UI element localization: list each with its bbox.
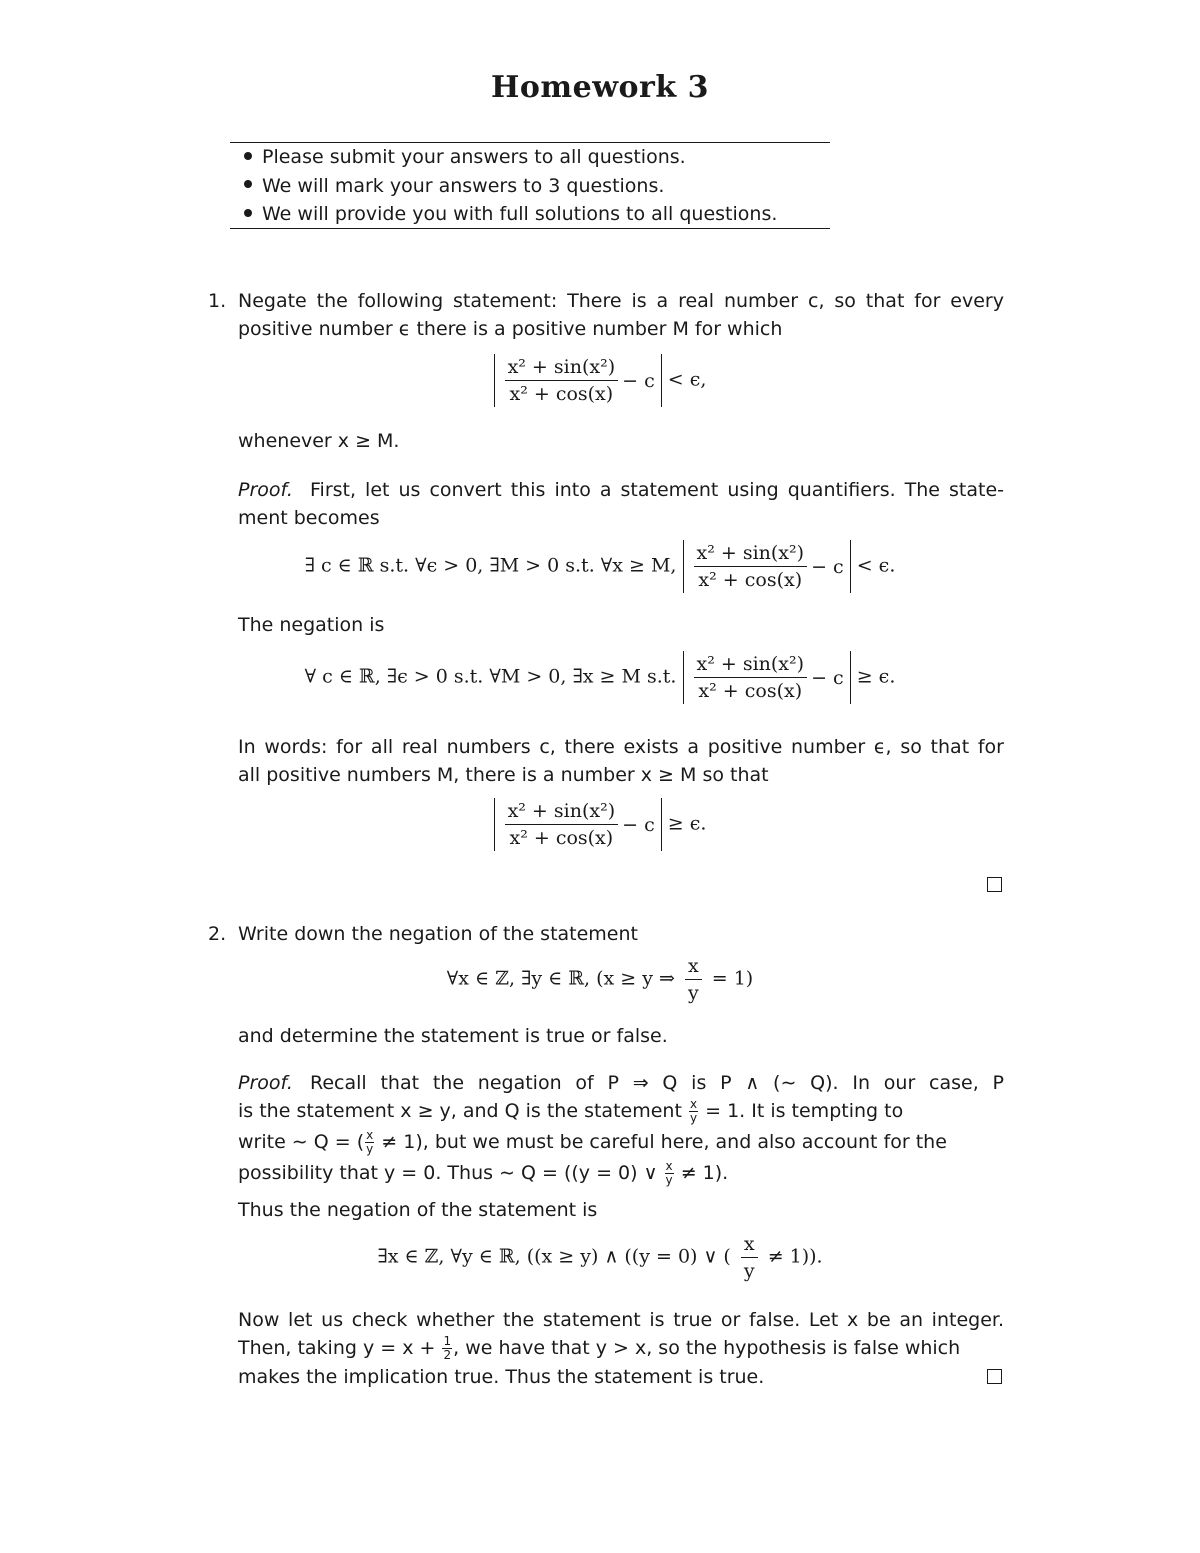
instruction-item: We will mark your answers to 3 questions.	[244, 172, 777, 201]
qed-icon	[987, 1369, 1002, 1384]
question-number: 1.	[208, 290, 227, 312]
instruction-item: We will provide you with full solutions to all questions.	[244, 200, 777, 229]
display-equation: ∀ c ∈ ℝ, ∃ϵ > 0 s.t. ∀M > 0, ∃x ≥ M s.t. $\frac{\text{x² + sin(x²)}}{\text{x² + cos(x)}}$ − c ≥ ϵ.	[304, 653, 896, 702]
display-equation: ∃ c ∈ ℝ s.t. ∀ϵ > 0, ∃M > 0 s.t. ∀x ≥ M, $\frac{\text{x² + sin(x²)}}{\text{x² + cos(x)}}$ − c < ϵ.	[304, 542, 896, 591]
proof-text: First, let us convert this into a statement using quantifiers. The state-	[310, 479, 1004, 501]
question-text: whenever x ≥ M.	[238, 430, 400, 452]
question-text: Write down the negation of the statement	[238, 923, 638, 945]
page-title: Homework 3	[491, 70, 709, 105]
question-text: Negate the following statement: There is a real number c, so that for every	[238, 290, 1004, 312]
bottom-rule	[230, 228, 830, 229]
proof-paragraph	[238, 1069, 293, 1097]
proof-paragraph	[238, 476, 293, 504]
question-number: 2.	[208, 923, 227, 945]
proof-label: Proof.	[238, 479, 293, 501]
proof-text: In words: for all real numbers c, there exists a positive number ϵ, so that for	[238, 736, 1004, 758]
proof-text: Thus the negation of the statement is	[238, 1199, 598, 1221]
proof-text: ment becomes	[238, 507, 380, 529]
display-equation: $\frac{\text{x² + sin(x²)}}{\text{x² + cos(x)}}$ − c ≥ ϵ.	[0, 798, 1200, 851]
proof-text: Then, taking y = x + $\frac{1}{2}$ , we have that y > x, so the hypothesis is false which	[238, 1334, 961, 1362]
question-text: positive number ϵ there is a positive number M for which	[238, 318, 783, 340]
display-equation: $\frac{\text{x² + sin(x²)}}{\text{x² + cos(x)}}$ − c < ϵ,	[0, 354, 1200, 407]
proof-text: Recall that the negation of P ⇒ Q is P ∧ (∼ Q). In our case, P	[310, 1072, 1004, 1094]
proof-text: Now let us check whether the statement is true or false. Let x be an integer.	[238, 1309, 1004, 1331]
display-equation: ∃x ∈ ℤ, ∀y ∈ ℝ, ((x ≥ y) ∧ ((y = 0) ∨ ( $\frac{x}{y}$ ≠ 1)).	[377, 1233, 823, 1282]
instructions-list	[244, 143, 777, 229]
proof-text: possibility that y = 0. Thus ∼ Q = ((y = 0) ∨ $\frac{x}{y}$ ≠ 1).	[238, 1159, 729, 1187]
absolute-value: $\frac{\text{x² + sin(x²)}}{\text{x² + cos(x)}}$ − c	[494, 354, 662, 407]
bullet-icon	[244, 152, 252, 160]
proof-text: is the statement x ≥ y, and Q is the statement $\frac{x}{y}$ = 1. It is tempting to	[238, 1097, 904, 1125]
inline-fraction: $\frac{x}{y}$	[689, 1097, 698, 1125]
bullet-icon	[244, 209, 252, 217]
display-equation: ∀x ∈ ℤ, ∃y ∈ ℝ, (x ≥ y ⇒ $\frac{x}{y}$ = 1)	[446, 955, 754, 1004]
proof-text: The negation is	[238, 614, 385, 636]
proof-label: Proof.	[238, 1072, 293, 1094]
proof-text: makes the implication true. Thus the statement is true.	[238, 1366, 765, 1388]
bullet-icon	[244, 180, 252, 188]
proof-text: all positive numbers M, there is a number x ≥ M so that	[238, 764, 769, 786]
proof-text: write ∼ Q = ( $\frac{x}{y}$ ≠ 1), but we must be careful here, and also account for the	[238, 1128, 947, 1156]
question-text: and determine the statement is true or false.	[238, 1025, 668, 1047]
qed-icon	[987, 877, 1002, 892]
instruction-item: Please submit your answers to all questions.	[244, 143, 777, 172]
